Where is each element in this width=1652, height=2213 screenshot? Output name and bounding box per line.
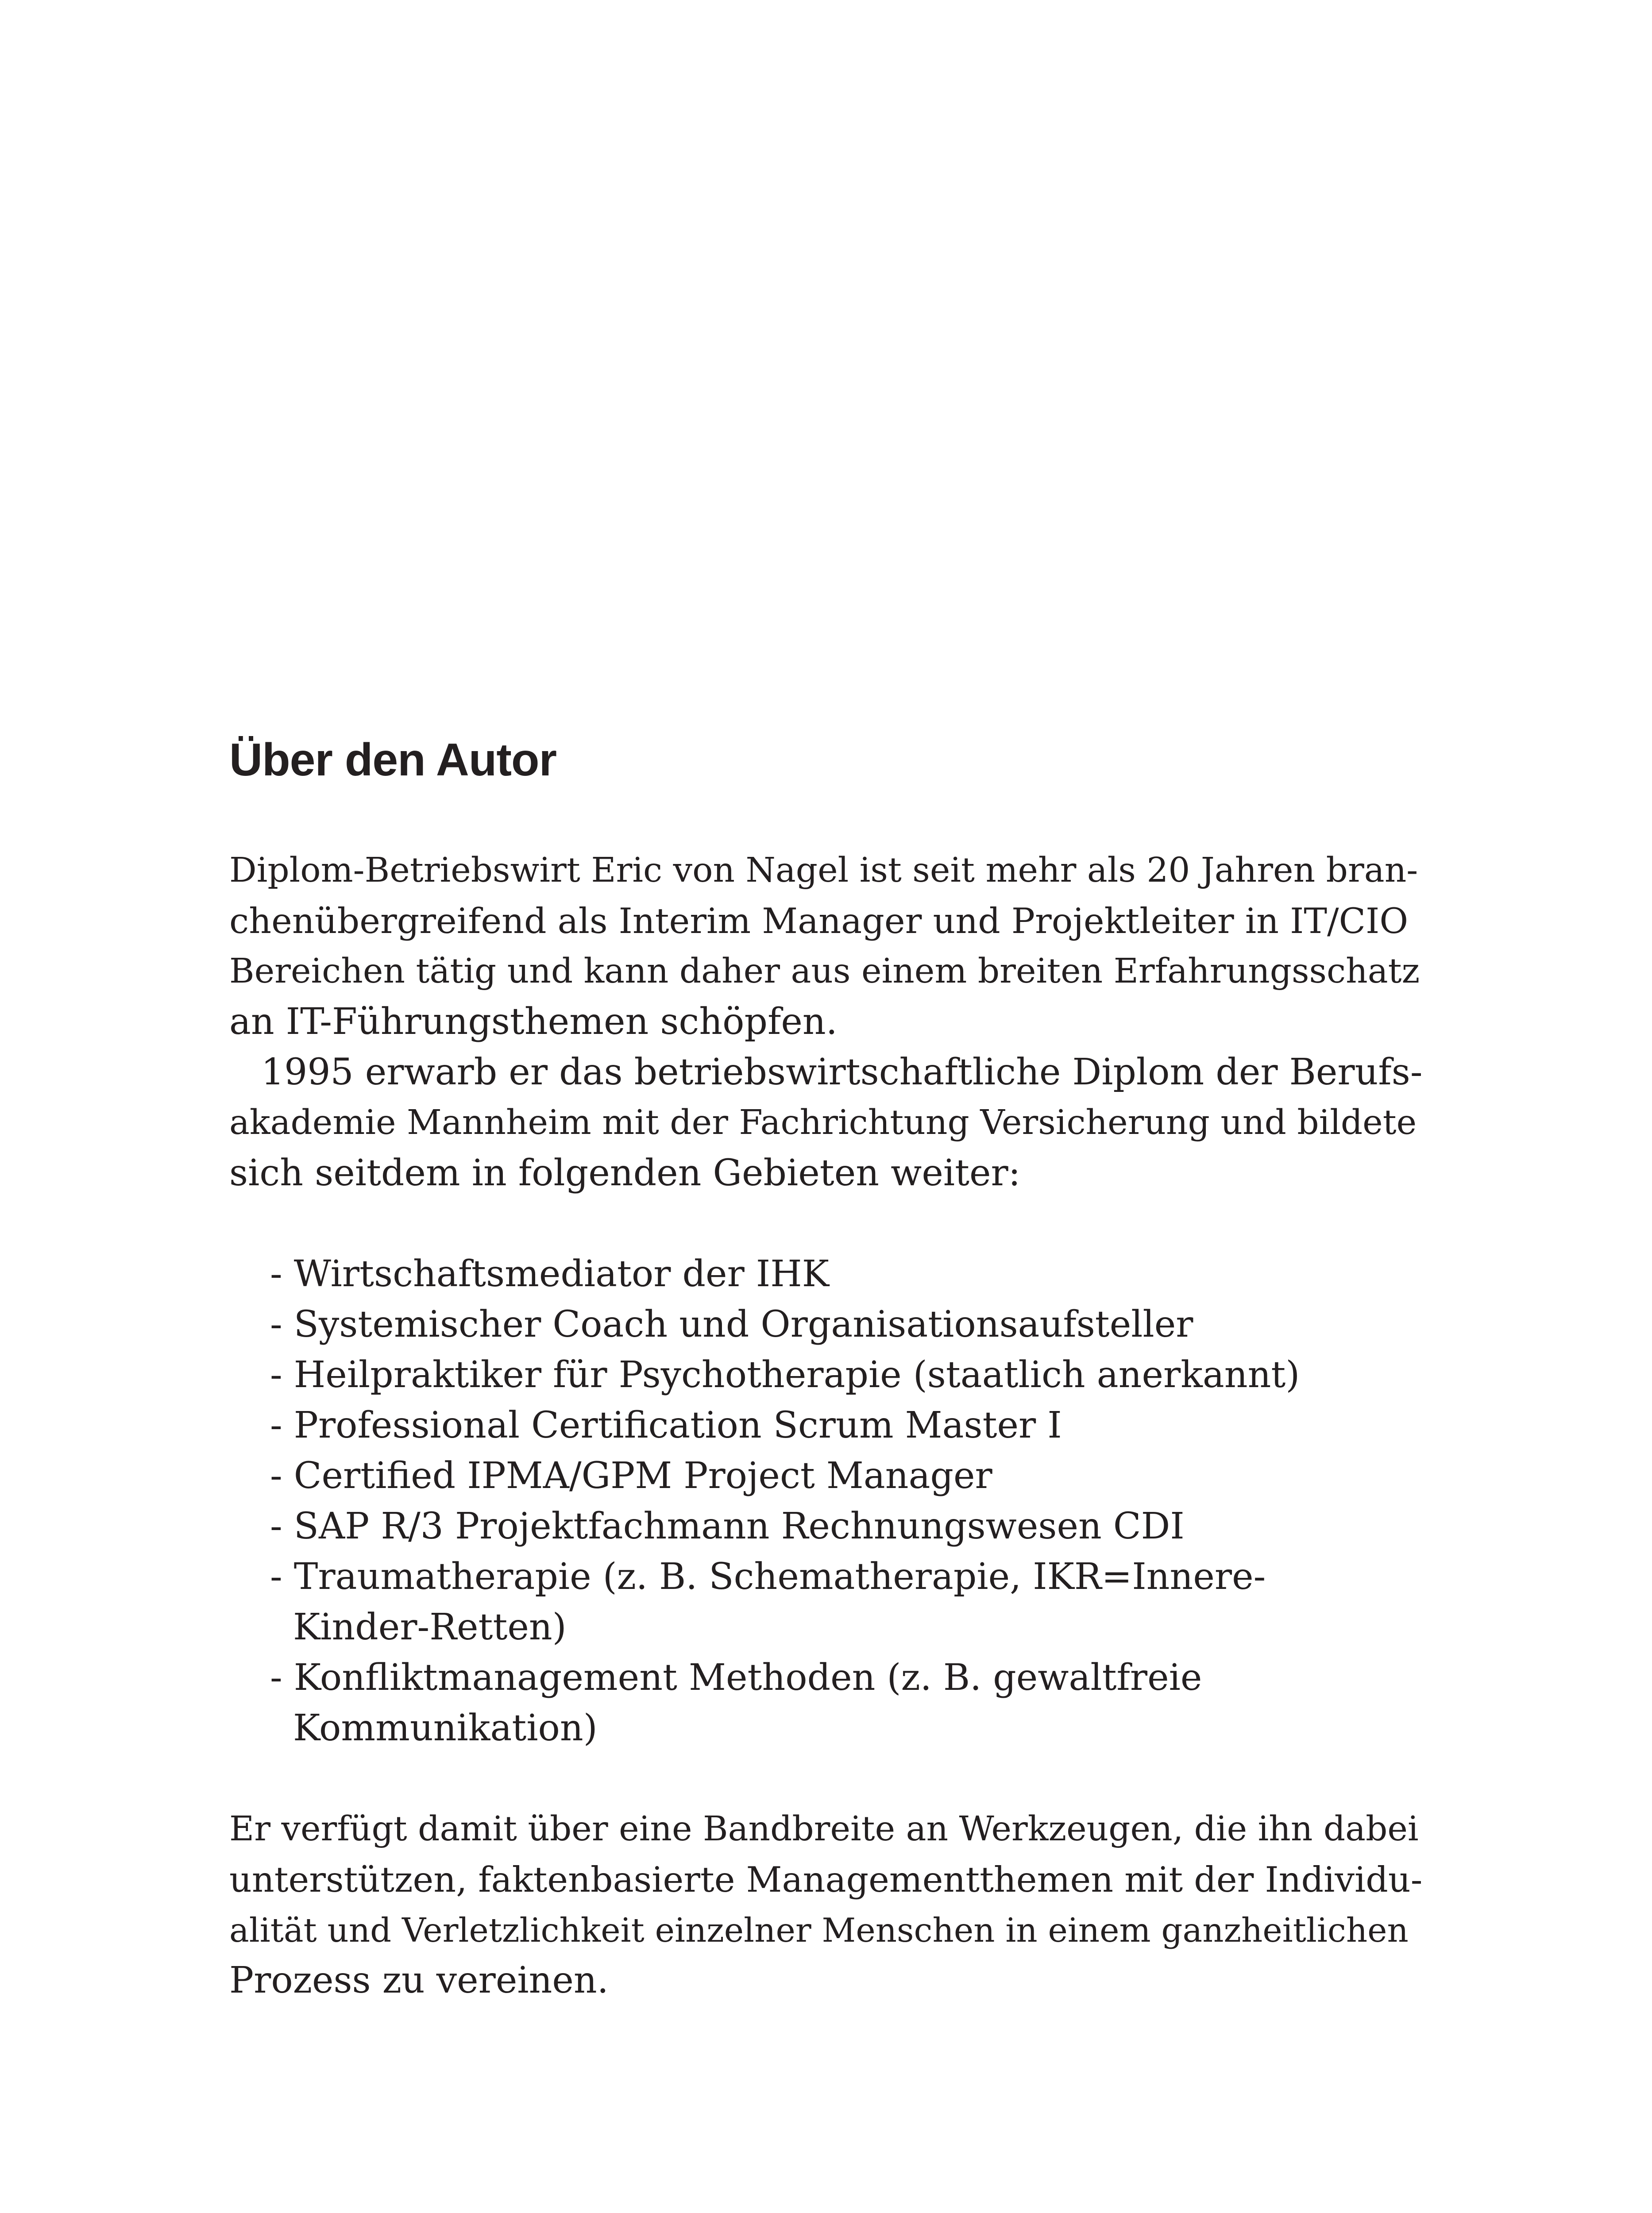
paragraph-line: Bereichen tätig und kann daher aus einem breiten Erfahrungsschatz <box>229 952 1420 991</box>
list-item: - Professional Certification Scrum Master I <box>270 1404 1062 1446</box>
paragraph-line: Prozess zu vereinen. <box>229 1959 609 2001</box>
list-item: - Konfliktmanagement Methoden (z. B. gewaltfreie <box>270 1657 1202 1699</box>
paragraph-line: an IT-Führungsthemen schöpfen. <box>229 1001 838 1043</box>
list-item: - Wirtschaftsmediator der IHK <box>270 1253 829 1295</box>
list-item: - Heilpraktiker für Psychotherapie (staatlich anerkannt) <box>270 1354 1300 1396</box>
paragraph-line: alität und Verletzlichkeit einzelner Menschen in einem ganzheitlichen <box>229 1911 1409 1950</box>
paragraph-line: Er verfügt damit über eine Bandbreite an Werkzeugen, die ihn dabei <box>229 1809 1419 1849</box>
list-item-continuation: Kommunikation) <box>293 1707 598 1749</box>
list-item: - Traumatherapie (z. B. Schematherapie, IKR=Innere- <box>270 1556 1266 1598</box>
paragraph-line: Diplom-Betriebswirt Eric von Nagel ist seit mehr als 20 Jahren bran- <box>229 851 1418 890</box>
list-item: - Systemischer Coach und Organisationsaufsteller <box>270 1303 1193 1346</box>
paragraph-line: 1995 erwarb er das betriebswirtschaftliche Diplom der Berufs- <box>261 1051 1423 1093</box>
list-item-continuation: Kinder-Retten) <box>293 1606 567 1648</box>
list-item: - SAP R/3 Projektfachmann Rechnungswesen CDI <box>270 1505 1185 1547</box>
list-item: - Certified IPMA/GPM Project Manager <box>270 1455 992 1497</box>
paragraph-line: akademie Mannheim mit der Fachrichtung Versicherung und bildete <box>229 1103 1417 1142</box>
paragraph-line: chenübergreifend als Interim Manager und Projektleiter in IT/CIO <box>229 901 1409 941</box>
paragraph-line: unterstützen, faktenbasierte Managementthemen mit der Individu- <box>229 1859 1423 1900</box>
paragraph-line: sich seitdem in folgenden Gebieten weiter: <box>229 1152 1021 1194</box>
page-title: Über den Autor <box>229 734 557 786</box>
